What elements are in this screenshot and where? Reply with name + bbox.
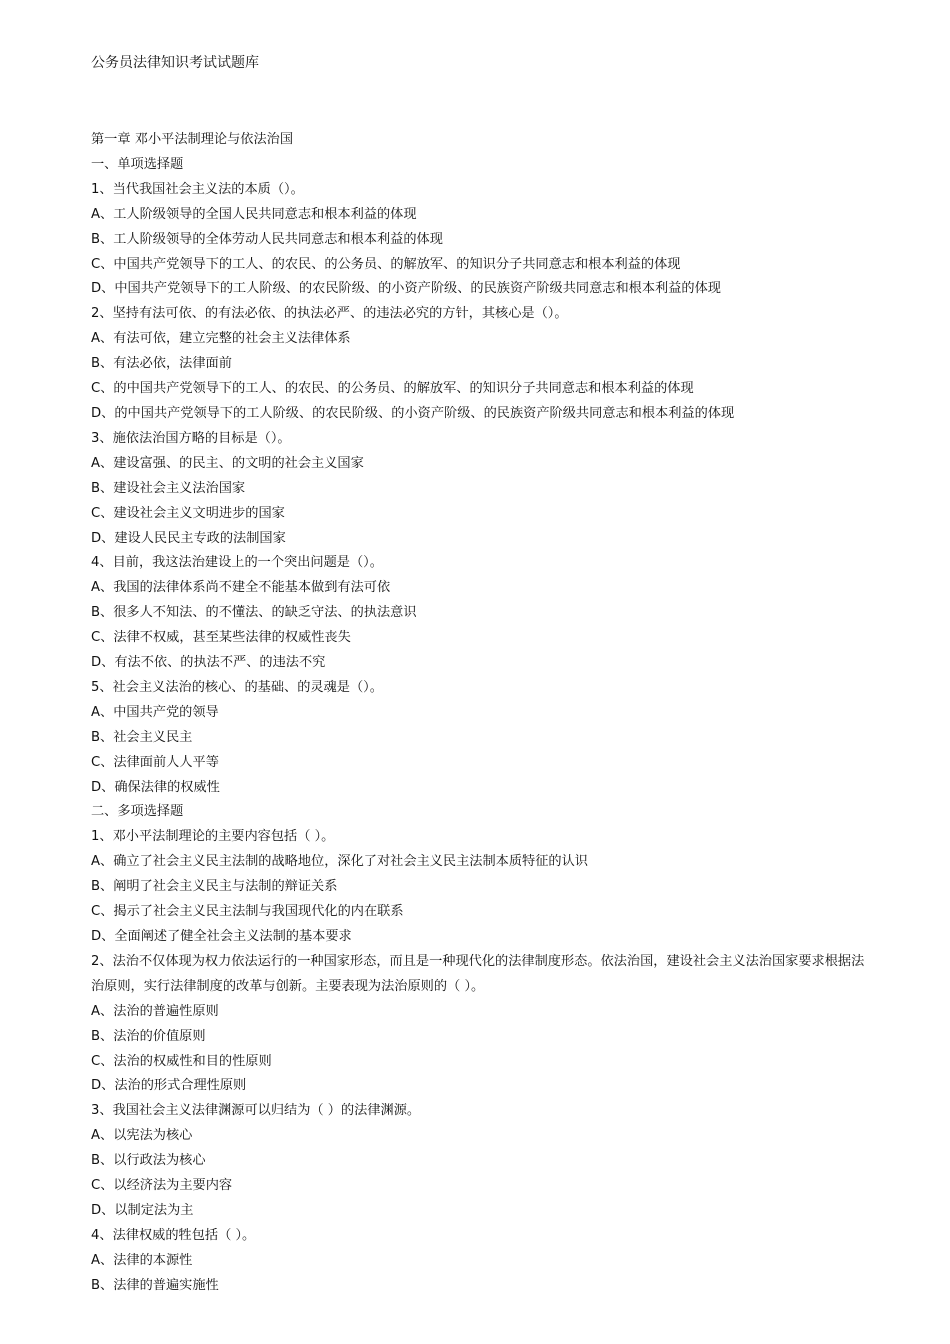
option-line: A、以宪法为核心 <box>91 1128 193 1144</box>
option-line: A、中国共产党的领导 <box>91 704 219 720</box>
option-line: D、法治的形式合理性原则 <box>91 1078 247 1094</box>
option-line: A、建设富强、的民主、的文明的社会主义国家 <box>91 455 364 471</box>
document-content <box>91 128 871 1299</box>
option-line: D、有法不依、的执法不严、的违法不究 <box>91 655 326 671</box>
section-heading-multiple-choice: 二、多项选择题 <box>91 804 184 820</box>
option-line: B、以行政法为核心 <box>91 1153 206 1169</box>
option-line: A、有法可依，建立完整的社会主义法律体系 <box>91 331 351 347</box>
option-line: A、确立了社会主义民主法制的战略地位，深化了对社会主义民主法制本质特征的认识 <box>91 854 588 870</box>
question-line: 3、我国社会主义法律渊源可以归结为（ ）的法律渊源。 <box>91 1103 421 1119</box>
option-line: D、确保法律的权威性 <box>91 779 220 795</box>
option-line: C、中国共产党领导下的工人、的农民、的公务员、的解放军、的知识分子共同意志和根本利益的体现 <box>91 256 681 272</box>
question-line: 1、邓小平法制理论的主要内容包括（ ）。 <box>91 829 335 845</box>
question-line: 3、施依法治国方略的目标是（）。 <box>91 430 291 446</box>
question-line: 4、目前，我这法治建设上的一个突出问题是（）。 <box>91 555 383 571</box>
question-line: 1、当代我国社会主义法的本质（）。 <box>91 181 304 197</box>
option-line: A、法律的本源性 <box>91 1252 193 1268</box>
option-line: C、法治的权威性和目的性原则 <box>91 1053 272 1069</box>
option-line: B、社会主义民主 <box>91 729 193 745</box>
question-line: 2、法治不仅体现为权力依法运行的一种国家形态，而且是一种现代化的法律制度形态。依法治国，建设社会主义法治国家要求根据法治原则，实行法律制度的改革与创新。主要表现为法治原则的（ ）。 <box>91 953 865 994</box>
option-line: B、法治的价值原则 <box>91 1028 206 1044</box>
option-line: C、以经济法为主要内容 <box>91 1178 233 1194</box>
option-line: A、工人阶级领导的全国人民共同意志和根本利益的体现 <box>91 206 417 222</box>
option-line: C、的中国共产党领导下的工人、的农民、的公务员、的解放军、的知识分子共同意志和根本利益的体现 <box>91 381 694 397</box>
option-line: D、的中国共产党领导下的工人阶级、的农民阶级、的小资产阶级、的民族资产阶级共同意志和根本利益的体现 <box>91 405 735 421</box>
option-line: D、中国共产党领导下的工人阶级、的农民阶级、的小资产阶级、的民族资产阶级共同意志和根本利益的体现 <box>91 281 721 297</box>
option-line: B、很多人不知法、的不懂法、的缺乏守法、的执法意识 <box>91 605 417 621</box>
option-line: B、工人阶级领导的全体劳动人民共同意志和根本利益的体现 <box>91 231 443 247</box>
option-line: B、阐明了社会主义民主与法制的辩证关系 <box>91 879 338 895</box>
option-line: C、法律不权威，甚至某些法律的权威性丧失 <box>91 630 351 646</box>
option-line: C、法律面前人人平等 <box>91 754 219 770</box>
option-line: B、法律的普遍实施性 <box>91 1277 219 1293</box>
option-line: B、建设社会主义法治国家 <box>91 480 246 496</box>
section-heading-single-choice: 一、单项选择题 <box>91 156 184 172</box>
option-line: C、揭示了社会主义民主法制与我国现代化的内在联系 <box>91 904 404 920</box>
option-line: A、我国的法律体系尚不建全不能基本做到有法可依 <box>91 580 391 596</box>
question-line: 5、社会主义法治的核心、的基础、的灵魂是（）。 <box>91 679 383 695</box>
page-body <box>91 54 871 1299</box>
option-line: D、全面阐述了健全社会主义法制的基本要求 <box>91 929 352 944</box>
option-line: C、建设社会主义文明进步的国家 <box>91 505 285 521</box>
chapter-heading: 第一章 邓小平法制理论与依法治国 <box>91 132 294 147</box>
option-line: D、建设人民民主专政的法制国家 <box>91 530 286 546</box>
option-line: B、有法必依，法律面前 <box>91 356 232 372</box>
document-title: 公务员法律知识考试试题库 <box>91 55 259 71</box>
question-line: 4、法律权威的牲包括（ ）。 <box>91 1227 256 1243</box>
question-line: 2、坚持有法可依、的有法必依、的执法必严、的违法必究的方针，其核心是（）。 <box>91 306 568 322</box>
option-line: D、以制定法为主 <box>91 1202 194 1218</box>
option-line: A、法治的普遍性原则 <box>91 1003 219 1019</box>
